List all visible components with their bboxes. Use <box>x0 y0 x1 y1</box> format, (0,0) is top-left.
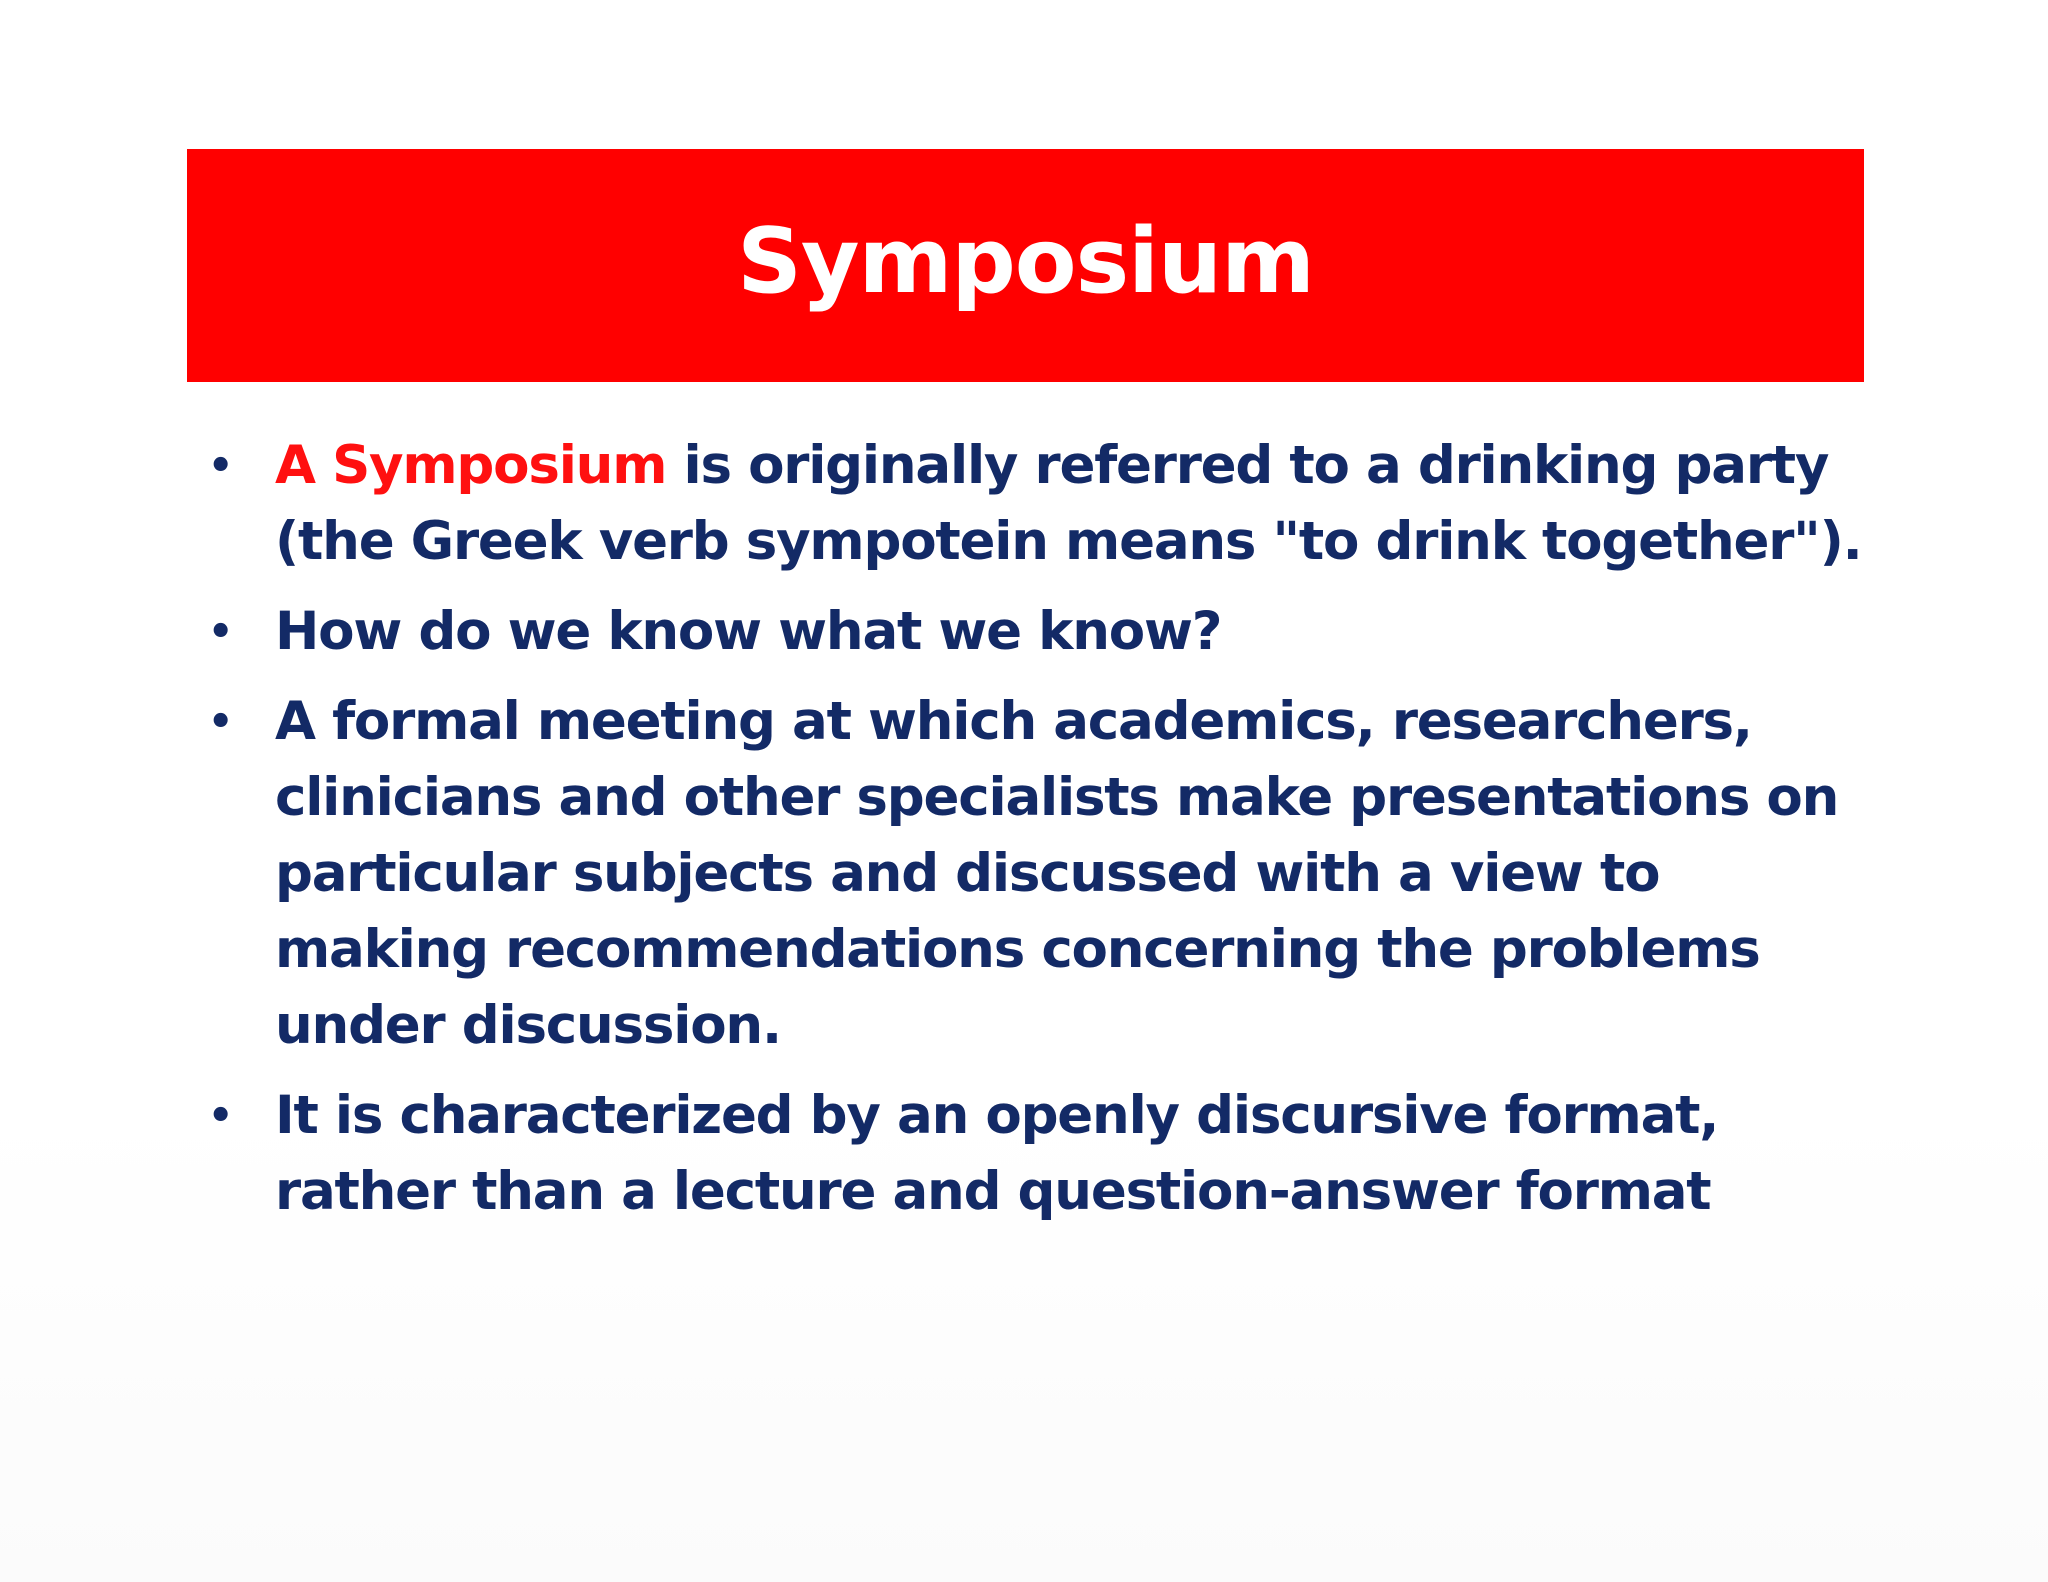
bullet-text: A formal meeting at which academics, researchers, clinicians and other specialists make presentations on particular subjects and discussed with a view to making recommendations concerning the problems under discussion. <box>275 691 1839 1056</box>
slide-title: Symposium <box>737 208 1314 314</box>
bullet-list <box>200 428 1880 1244</box>
title-banner <box>187 149 1864 382</box>
bullet-item-question <box>200 594 1880 670</box>
highlight-term: A Symposium <box>275 435 667 496</box>
bullet-text: is originally referred to a drinking party (the Greek verb sympotein means "to drink together"). <box>275 435 1862 572</box>
bullet-text: How do we know what we know? <box>275 601 1222 662</box>
bullet-icon: • <box>207 443 233 489</box>
bullet-item-definition <box>200 428 1880 580</box>
bullet-item-formal-meeting <box>200 684 1880 1064</box>
bullet-icon: • <box>207 1093 233 1139</box>
bullet-icon: • <box>207 699 233 745</box>
bullet-item-format <box>200 1078 1880 1230</box>
bullet-text: It is characterized by an openly discursive format, rather than a lecture and question-answer format <box>275 1085 1719 1222</box>
bullet-icon: • <box>207 609 233 655</box>
